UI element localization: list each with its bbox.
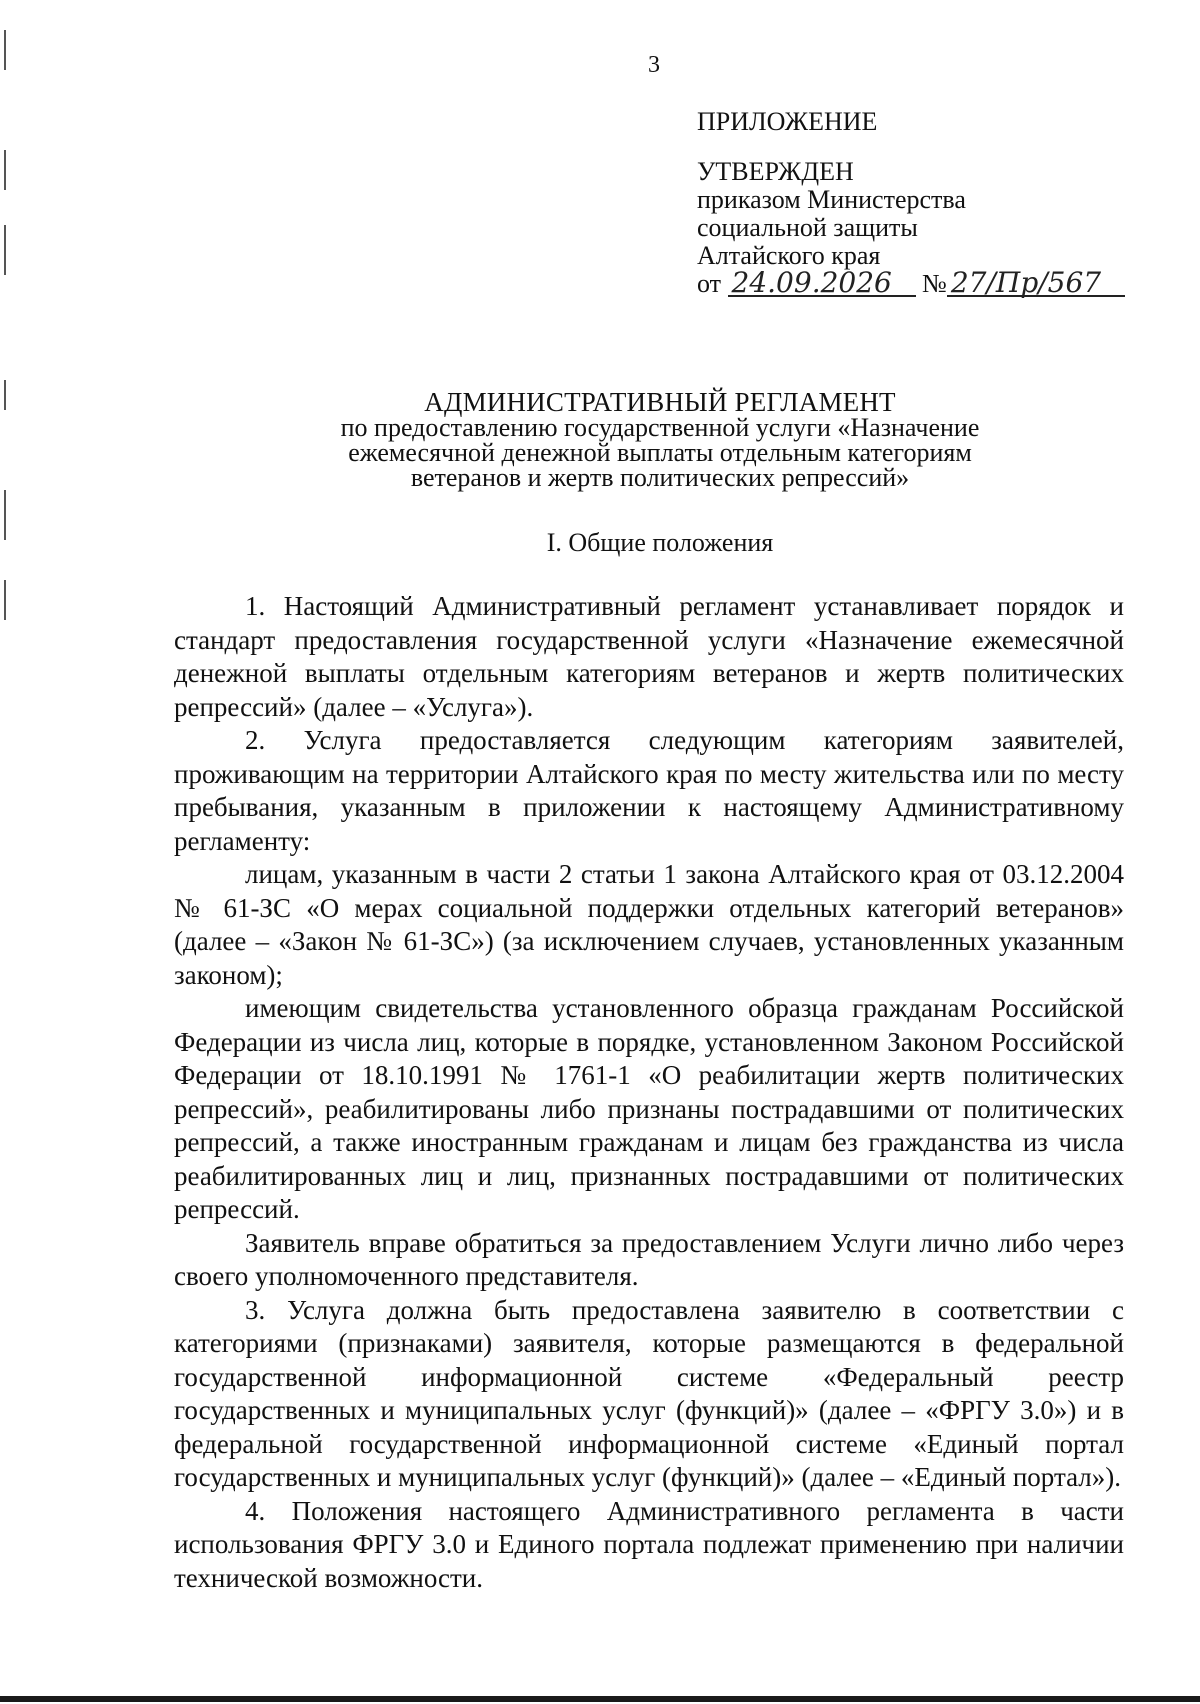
section-heading: I. Общие положения <box>546 528 774 557</box>
paragraph-7: 4. Положения настоящего Административного регламента в части использования ФРГУ 3.0 и Единого портала подлежат применению при наличии технической возможности. <box>174 1495 1124 1593</box>
date-prefix: от <box>697 269 722 298</box>
order-line-3: Алтайского края <box>697 241 881 270</box>
scan-edge-line <box>4 225 6 275</box>
scan-edge-line <box>4 150 6 190</box>
paragraph-4: имеющим свидетельства установленного образца гражданам Российской Федерации из числа лиц, которые в порядке, установленном Законом Российской Федерации от 18.10.1991 № 1761-1 «О реабилитации жертв политических репрессий», реабилитированы либо признаны пострадавшими от политических репрессий, а также иностранным гражданам и лицам без гражданства из числа реабилитированных лиц и лиц, признанных пострадавшими от политических репрессий. <box>174 993 1124 1224</box>
handwritten-date: 24.09.2026 <box>728 271 916 297</box>
bottom-scan-rule <box>0 1696 1200 1702</box>
paragraph-2: 2. Услуга предоставляется следующим категориям заявителей, проживающим на территории Алтайского края по месту жительства или по месту пребывания, указанным в приложении к настоящему Административному регламенту: <box>174 725 1124 856</box>
document-title-block <box>170 387 1150 492</box>
approved-label: УТВЕРЖДЕН <box>697 157 854 186</box>
document-title: АДМИНИСТРАТИВНЫЙ РЕГЛАМЕНТ <box>424 387 896 417</box>
title-line-3: ветеранов и жертв политических репрессий» <box>410 463 910 492</box>
page-number: 3 <box>648 52 660 78</box>
scan-edge-line <box>4 30 6 70</box>
approval-block <box>697 108 1167 298</box>
paragraph-5: Заявитель вправе обратиться за предоставлением Услуги лично либо через своего уполномоченного представителя. <box>174 1227 1124 1291</box>
paragraph-3: лицам, указанным в части 2 статьи 1 закона Алтайского края от 03.12.2004 № 61-ЗС «О мерах социальной поддержки отдельных категорий ветеранов» (далее – «Закон № 61-ЗС») (за исключением случаев, установленных указанным законом); <box>174 859 1124 990</box>
order-line-1: приказом Министерства <box>697 185 966 214</box>
date-number-line <box>697 266 1167 299</box>
paragraph-6: 3. Услуга должна быть предоставлена заявителю в соответствии с категориями (признаками) заявителя, которые размещаются в федеральной государственной информационной системе «Федеральный реестр государственных и муниципальных услуг (функций)» (далее – «ФРГУ 3.0») и в федеральной государственной информационной системе «Единый портал государственных и муниципальных услуг (функций)» (далее – «Единый портал»). <box>174 1294 1124 1492</box>
number-prefix: № <box>922 269 947 298</box>
appendix-label: ПРИЛОЖЕНИЕ <box>697 107 878 136</box>
scan-edge-line <box>4 380 6 410</box>
body-text <box>174 590 1124 1595</box>
title-line-2: ежемесячной денежной выплаты отдельным категориям <box>348 438 972 467</box>
scan-edge-line <box>4 490 6 540</box>
order-line-2: социальной защиты <box>697 213 918 242</box>
paragraph-1: 1. Настоящий Административный регламент устанавливает порядок и стандарт предоставления государственной услуги «Назначение ежемесячной денежной выплаты отдельным категориям ветеранов и жертв политических репрессий» (далее – «Услуга»). <box>174 591 1124 722</box>
handwritten-number: 27/Пр/567 <box>947 271 1125 297</box>
scan-edge-line <box>4 580 6 620</box>
title-line-1: по предоставлению государственной услуги «Назначение <box>340 413 980 442</box>
